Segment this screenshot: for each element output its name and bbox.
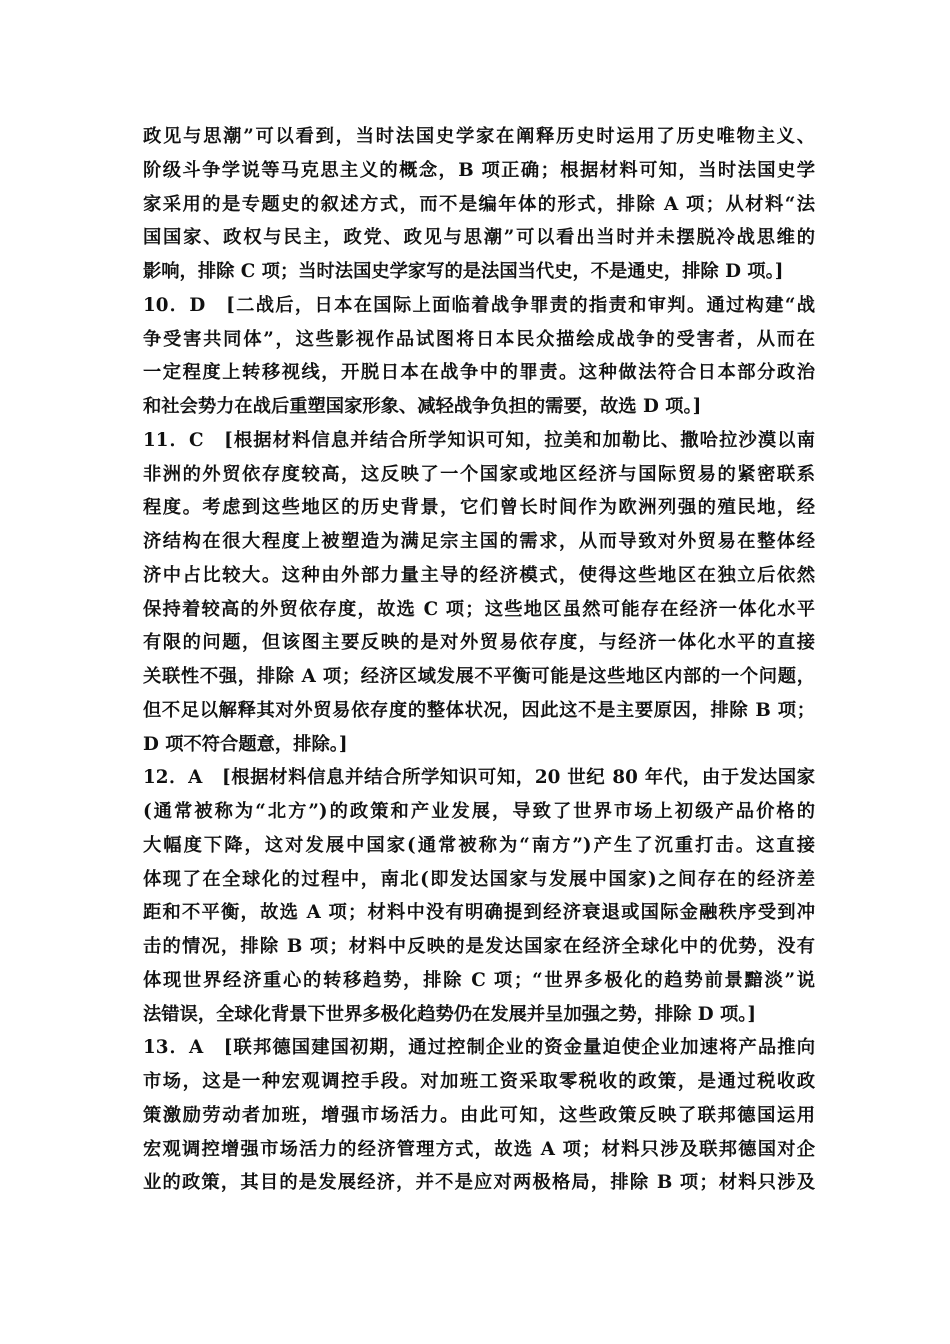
question-11-answer: 11．C [根据材料信息并结合所学知识可知，拉美和加勒比、撒哈拉沙漠以南 xyxy=(143,429,815,451)
text-line: 国国家、政权与民主，政党、政见与思潮”可以看出当时并未摆脱冷战思维的 xyxy=(143,227,815,249)
question-12-answer: 12．A [根据材料信息并结合所学知识可知，20 世纪 80 年代，由于发达国家 xyxy=(143,767,815,789)
text-line: 距和不平衡，故选 A 项；材料中没有明确提到经济衰退或国际金融秩序受到冲 xyxy=(143,902,815,924)
text-line: 但不足以解释其对外贸易依存度的整体状况，因此这不是主要原因，排除 B 项； xyxy=(143,699,815,721)
text-line: (通常被称为“北方”)的政策和产业发展，导致了世界市场上初级产品价格的 xyxy=(143,801,815,822)
text-line: 济中占比较大。这种由外部力量主导的经济模式，使得这些地区在独立后依然 xyxy=(143,564,815,586)
text-line: 保持着较高的外贸依存度，故选 C 项；这些地区虽然可能存在经济一体化水平 xyxy=(143,598,815,620)
text-line: 法错误，全球化背景下世界多极化趋势仍在发展并呈加强之势，排除 D 项。] xyxy=(143,1003,757,1025)
text-line: 争受害共同体”，这些影视作品试图将日本民众描绘成战争的受害者，从而在 xyxy=(143,328,815,350)
text-line: 策激励劳动者加班，增强市场活力。由此可知，这些政策反映了联邦德国运用 xyxy=(143,1104,815,1126)
text-line: 有限的问题，但该图主要反映的是对外贸易依存度，与经济一体化水平的直接 xyxy=(143,632,815,654)
text-line: 市场，这是一种宏观调控手段。对加班工资采取零税收的政策，是通过税收政 xyxy=(143,1071,815,1092)
text-line: 宏观调控增强市场活力的经济管理方式，故选 A 项；材料只涉及联邦德国对企 xyxy=(143,1138,815,1160)
text-line: 非洲的外贸依存度较高，这反映了一个国家或地区经济与国际贸易的紧密联系 xyxy=(143,463,815,485)
text-line: 击的情况，排除 B 项；材料中反映的是发达国家在经济全球化中的优势，没有 xyxy=(143,936,815,957)
text-line: 家采用的是专题史的叙述方式，而不是编年体的形式，排除 A 项；从材料“法 xyxy=(143,193,815,215)
text-line: 程度。考虑到这些地区的历史背景，它们曾长时间作为欧洲列强的殖民地，经 xyxy=(143,497,815,519)
question-13-answer: 13．A [联邦德国建国初期，通过控制企业的资金量迫使企业加速将产品推向 xyxy=(143,1037,815,1059)
text-line: 和社会势力在战后重塑国家形象、减轻战争负担的需要，故选 D 项。] xyxy=(143,396,702,417)
text-line: 大幅度下降，这对发展中国家(通常被称为“南方”)产生了沉重打击。这直接 xyxy=(143,834,815,856)
text-line: 影响，排除 C 项；当时法国史学家写的是法国当代史，不是通史，排除 D 项。] xyxy=(143,261,784,282)
text-line: 体现世界经济重心的转移趋势，排除 C 项；“世界多极化的趋势前景黯淡”说 xyxy=(143,969,815,991)
answer-explanation-text xyxy=(143,120,815,1200)
text-line: 关联性不强，排除 A 项；经济区域发展不平衡可能是这些地区内部的一个问题， xyxy=(143,666,815,687)
text-line: 济结构在很大程度上被塑造为满足宗主国的需求，从而导致对外贸易在整体经 xyxy=(143,531,815,552)
text-line: 政见与思潮”可以看到，当时法国史学家在阐释历史时运用了历史唯物主义、 xyxy=(143,126,815,147)
text-line: 业的政策，其目的是发展经济，并不是应对两极格局，排除 B 项；材料只涉及 xyxy=(143,1172,815,1194)
text-line: 体现了在全球化的过程中，南北(即发达国家与发展中国家)之间存在的经济差 xyxy=(143,868,815,890)
text-line: 阶级斗争学说等马克思主义的概念，B 项正确；根据材料可知，当时法国史学 xyxy=(143,159,815,181)
text-line: 一定程度上转移视线，开脱日本在战争中的罪责。这种做法符合日本部分政治 xyxy=(143,362,815,384)
question-10-answer: 10．D [二战后，日本在国际上面临着战争罪责的指责和审判。通过构建“战 xyxy=(143,294,815,316)
text-line: D 项不符合题意，排除。] xyxy=(143,733,348,755)
